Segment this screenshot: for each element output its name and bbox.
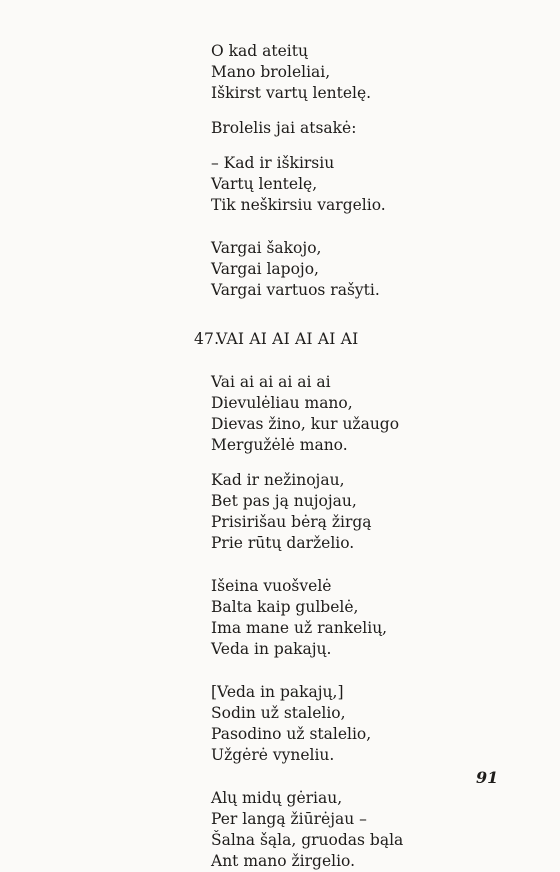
verse-line: [Veda in pakajų,] — [211, 683, 344, 701]
verse-line: Vai ai ai ai ai ai — [211, 373, 331, 391]
verse-line: Veda in pakajų. — [211, 640, 332, 658]
verse-line: Vargai vartuos rašyti. — [211, 281, 380, 299]
stanza — [211, 576, 511, 660]
stanza — [211, 238, 511, 301]
verse-line: Balta kaip gulbelė, — [211, 598, 359, 616]
verse-line: Tik neškirsiu vargelio. — [211, 196, 386, 214]
verse-line: Ant mano žirgelio. — [211, 852, 356, 870]
stanza — [211, 41, 511, 104]
verse-line: Vartų lentelę, — [211, 175, 318, 193]
poem-number: 47. — [194, 330, 220, 348]
stanza — [211, 372, 511, 456]
stanza — [211, 153, 511, 216]
verse-line: Prisirišau bėrą žirgą — [211, 513, 372, 531]
verse-line: Prie rūtų darželio. — [211, 534, 355, 552]
verse-line: Vargai lapojo, — [211, 260, 319, 278]
poem-title: VAI AI AI AI AI AI — [216, 330, 359, 348]
verse-line: Šalna šąla, gruodas bąla — [211, 831, 404, 849]
verse-line: Pasodino už stalelio, — [211, 725, 372, 743]
verse-line: Iškirst vartų lentelę. — [211, 84, 372, 102]
verse-line: Per langą žiūrėjau – — [211, 810, 367, 828]
poem-text — [194, 41, 511, 872]
verse-line: Mergužėlė mano. — [211, 436, 348, 454]
page-number: 91 — [476, 768, 499, 787]
verse-line: Išeina vuošvelė — [211, 577, 332, 595]
verse-line: Alų midų gėriau, — [211, 789, 343, 807]
stanza — [211, 682, 511, 766]
verse-line: Mano broleliai, — [211, 63, 331, 81]
verse-line: Dievas žino, kur užaugo — [211, 415, 400, 433]
stanza — [211, 118, 511, 139]
poem-heading — [194, 329, 511, 350]
verse-line: – Kad ir iškirsiu — [211, 154, 335, 172]
verse-line: Bet pas ją nujojau, — [211, 492, 357, 510]
verse-line: Vargai šakojo, — [211, 239, 322, 257]
verse-line: Sodin už stalelio, — [211, 704, 346, 722]
verse-line: O kad ateitų — [211, 42, 308, 60]
stanza — [211, 788, 511, 872]
verse-line: Kad ir nežinojau, — [211, 471, 345, 489]
verse-line: Užgėrė vyneliu. — [211, 746, 335, 764]
stanza — [211, 470, 511, 554]
verse-line: Brolelis jai atsakė: — [211, 119, 357, 137]
verse-line: Dievulėliau mano, — [211, 394, 353, 412]
verse-line: Ima mane už rankelių, — [211, 619, 388, 637]
